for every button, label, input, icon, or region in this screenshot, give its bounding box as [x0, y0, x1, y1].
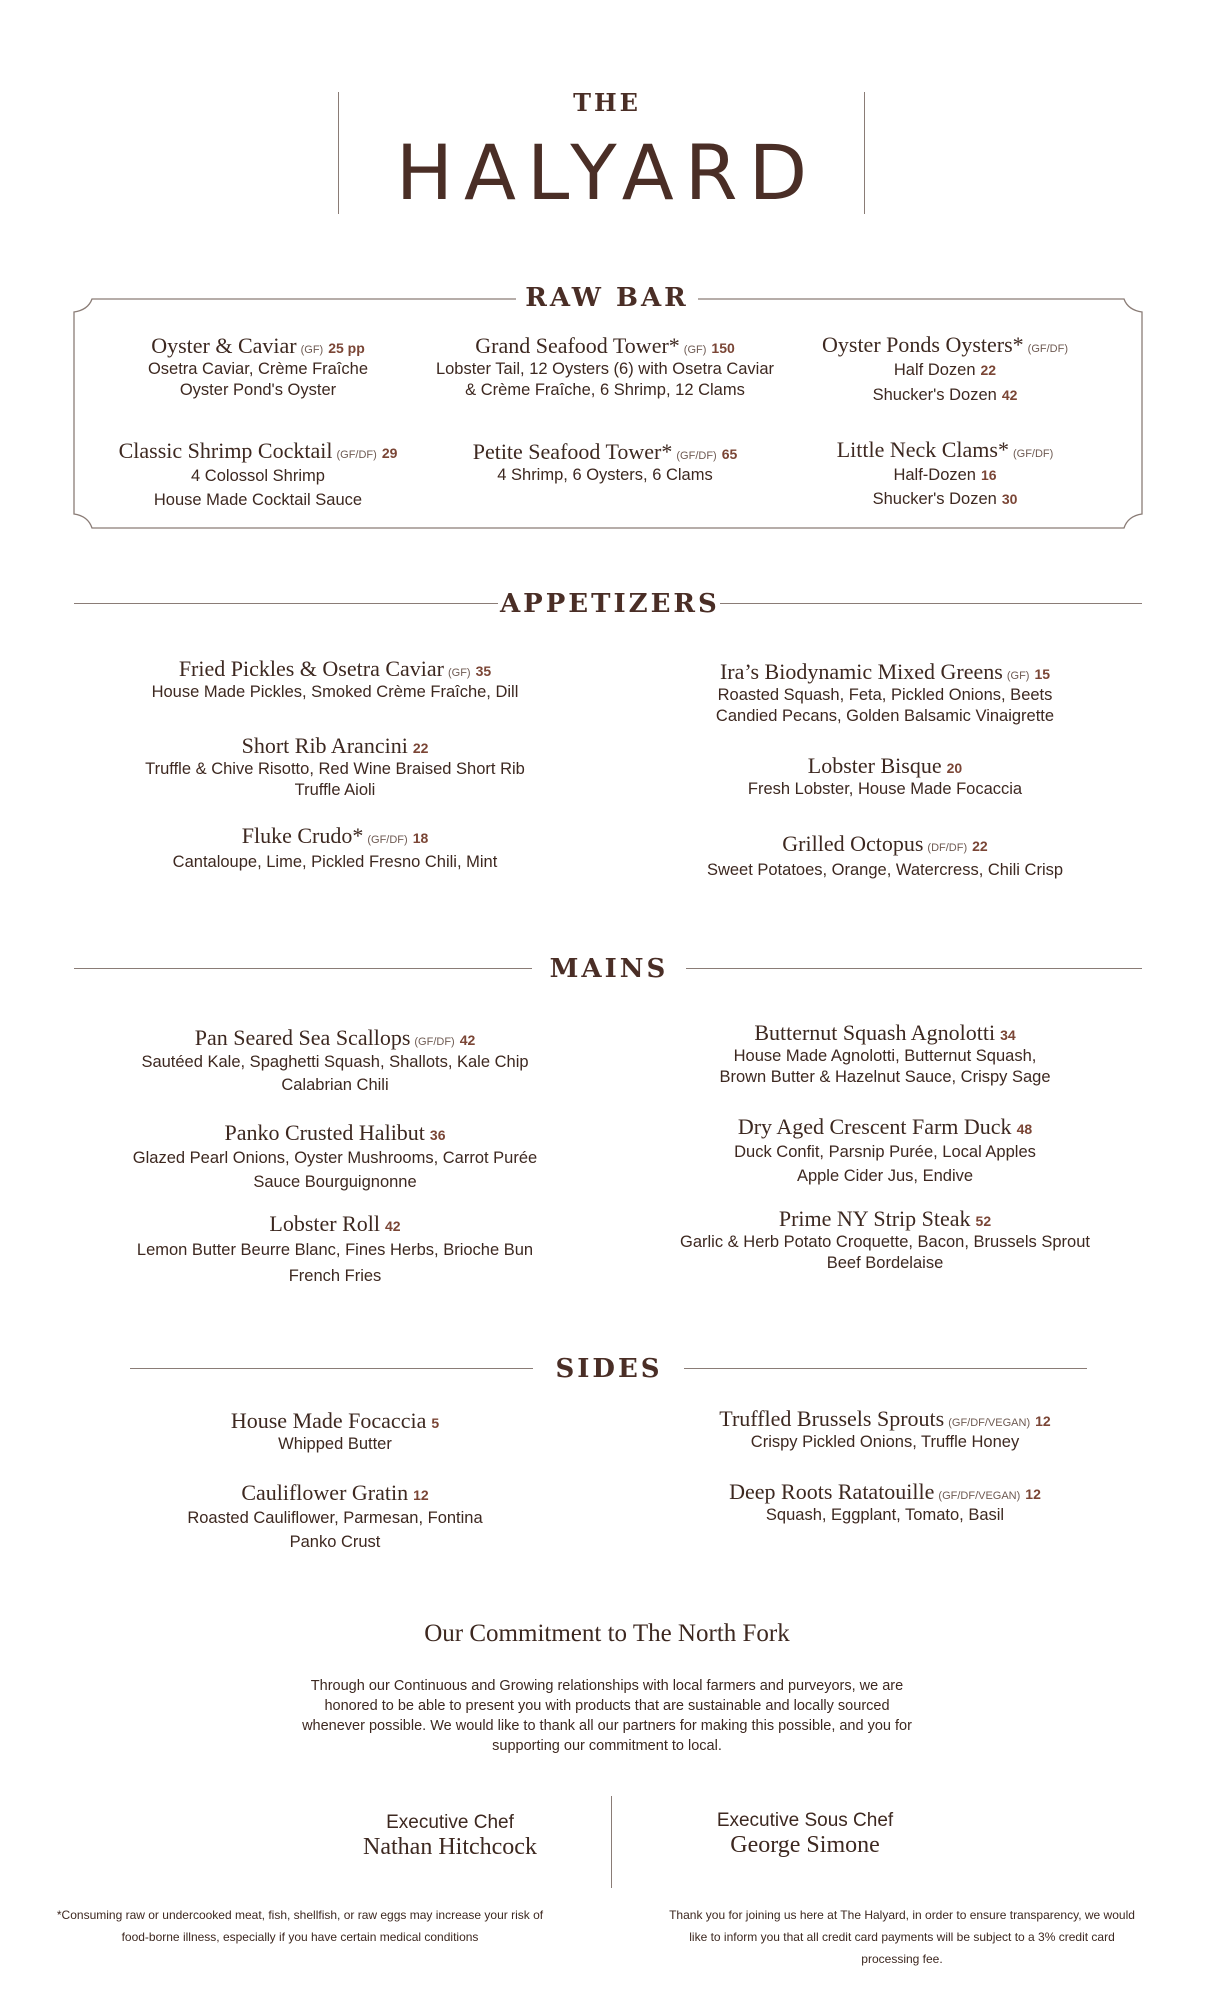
item-desc: House Made Cocktail Sauce: [153, 491, 363, 509]
menu-item-panko-halibut: [90, 1120, 580, 1194]
item-name: Fluke Crudo*: [241, 823, 364, 848]
item-desc: Sweet Potatoes, Orange, Watercress, Chili Crisp: [706, 861, 1064, 879]
credit-card-notice: [622, 1904, 1182, 1970]
item-tag: (GF/DF/VEGAN): [938, 1490, 1021, 1502]
item-desc: Osetra Caviar, Crème Fraîche: [147, 360, 369, 378]
menu-item-ny-strip-steak: [640, 1206, 1130, 1274]
item-desc: Half-Dozen: [893, 466, 976, 484]
item-price: 22: [412, 740, 429, 756]
item-name: Oyster & Caviar: [151, 333, 297, 358]
item-desc: 4 Colossol Shrimp: [191, 467, 325, 485]
item-price: 22: [972, 838, 988, 854]
menu-item-mixed-greens: [640, 659, 1130, 727]
menu-item-petite-seafood-tower: [415, 439, 795, 486]
item-name: Ira’s Biodynamic Mixed Greens: [719, 659, 1003, 684]
appetizers-title: APPETIZERS: [500, 589, 720, 619]
menu-item-focaccia: [90, 1408, 580, 1455]
raw-food-disclaimer: [30, 1904, 570, 1948]
menu-item-little-neck-clams: [800, 437, 1090, 511]
item-desc: Shucker's Dozen: [872, 490, 997, 508]
item-price: 18: [412, 830, 429, 846]
item-desc: Apple Cider Jus, Endive: [796, 1167, 974, 1185]
commitment-line: Through our Continuous and Growing relationships with local farmers and purveyors, we are: [310, 1678, 904, 1694]
notice-line: Thank you for joining us here at The Halyard, in order to ensure transparency, we would: [669, 1908, 1135, 1922]
menu-item-crescent-farm-duck: [640, 1114, 1130, 1188]
item-name: Panko Crusted Halibut: [224, 1120, 425, 1145]
item-desc: Sautéed Kale, Spaghetti Squash, Shallots, Kale Chip: [141, 1053, 529, 1071]
menu-item-oyster-ponds-oysters: [800, 332, 1090, 408]
menu-item-lobster-roll: [90, 1211, 580, 1289]
item-price: 42: [385, 1218, 401, 1234]
executive-chef: [300, 1812, 600, 1861]
raw-bar-title: RAW BAR: [517, 283, 697, 313]
logo-halyard: HALYARD: [395, 128, 819, 217]
item-price: 42: [459, 1032, 476, 1048]
item-desc: Shucker's Dozen: [872, 386, 997, 404]
item-name: Oyster Ponds Oysters*: [822, 332, 1024, 357]
item-name: Fried Pickles & Osetra Caviar: [178, 656, 444, 681]
item-price: 25 pp: [328, 340, 365, 356]
item-desc: Glazed Pearl Onions, Oyster Mushrooms, Carrot Purée: [132, 1149, 538, 1167]
menu-item-sea-scallops: [90, 1025, 580, 1097]
menu-item-squash-agnolotti: [640, 1020, 1130, 1088]
item-price: 22: [980, 362, 997, 378]
item-name: Cauliflower Gratin: [241, 1480, 409, 1505]
chef-name: Nathan Hitchcock: [363, 1834, 537, 1860]
item-desc: Lobster Tail, 12 Oysters (6) with Osetra Caviar: [435, 360, 775, 378]
item-price: 16: [980, 467, 997, 483]
item-desc: Oyster Pond's Oyster: [179, 381, 337, 399]
item-tag: (GF): [683, 344, 707, 356]
item-tag: (GF/DF): [367, 834, 408, 846]
item-price: 48: [1016, 1121, 1033, 1137]
menu-item-classic-shrimp-cocktail: [108, 438, 408, 512]
menu-item-lobster-bisque: [640, 753, 1130, 800]
item-desc: Lemon Butter Beurre Blanc, Fines Herbs, Brioche Bun: [136, 1241, 534, 1259]
item-name: Grilled Octopus: [782, 831, 924, 856]
notice-line: processing fee.: [861, 1952, 943, 1966]
item-name: Prime NY Strip Steak: [778, 1206, 971, 1231]
item-price: 42: [1001, 387, 1018, 403]
item-name: Butternut Squash Agnolotti: [754, 1020, 996, 1045]
notice-line: like to inform you that all credit card payments will be subject to a 3% credit card: [689, 1930, 1115, 1944]
item-tag: (GF/DF): [336, 449, 377, 461]
item-desc: & Crème Fraîche, 6 Shrimp, 12 Clams: [465, 381, 745, 399]
item-tag: (GF/DF): [414, 1036, 455, 1048]
item-name: Little Neck Clams*: [836, 437, 1009, 462]
item-desc: Crispy Pickled Onions, Truffle Honey: [750, 1433, 1020, 1451]
item-desc: Roasted Squash, Feta, Pickled Onions, Beets: [717, 686, 1053, 704]
executive-sous-chef: [655, 1810, 955, 1859]
menu-item-truffled-brussels-sprouts: [640, 1406, 1130, 1453]
chef-divider: [611, 1796, 612, 1888]
item-desc: Truffle & Chive Risotto, Red Wine Braised Short Rib: [145, 760, 525, 778]
commitment-body: [200, 1676, 1014, 1756]
item-price: 150: [711, 340, 735, 356]
item-price: 12: [1035, 1413, 1051, 1429]
menu-item-grilled-octopus: [640, 831, 1130, 883]
item-desc: Truffle Aioli: [294, 781, 376, 799]
item-desc: Fresh Lobster, House Made Focaccia: [747, 780, 1023, 798]
item-tag: (GF): [300, 344, 324, 356]
commitment-line: supporting our commitment to local.: [492, 1738, 722, 1754]
item-name: Pan Seared Sea Scallops: [194, 1025, 411, 1050]
item-desc: Brown Butter & Hazelnut Sauce, Crispy Sage: [719, 1068, 1051, 1086]
mains-rule-left: [74, 968, 532, 969]
item-price: 34: [1000, 1027, 1016, 1043]
item-name: Short Rib Arancini: [241, 733, 408, 758]
item-price: 12: [413, 1487, 429, 1503]
item-tag: (GF/DF/VEGAN): [948, 1417, 1031, 1429]
item-desc: Roasted Cauliflower, Parmesan, Fontina: [187, 1509, 483, 1527]
sides-title: SIDES: [545, 1354, 673, 1384]
item-desc: Half Dozen: [893, 361, 976, 379]
item-tag: (DF/DF): [927, 842, 968, 854]
item-name: Dry Aged Crescent Farm Duck: [737, 1114, 1012, 1139]
commitment-line: whenever possible. We would like to thank all our partners for making this possible, and you for: [302, 1718, 912, 1734]
appetizers-rule-left: [74, 603, 498, 604]
item-price: 5: [431, 1415, 440, 1431]
item-price: 65: [721, 446, 738, 462]
menu-item-short-rib-arancini: [90, 733, 580, 801]
mains-rule-right: [686, 968, 1142, 969]
item-desc: Panko Crust: [289, 1533, 381, 1551]
logo-the: THE: [573, 88, 641, 117]
item-name: Petite Seafood Tower*: [472, 439, 673, 464]
item-name: Lobster Bisque: [807, 753, 942, 778]
mains-title: MAINS: [540, 954, 678, 984]
sides-rule-right: [684, 1368, 1087, 1369]
item-name: Classic Shrimp Cocktail: [118, 438, 333, 463]
item-name: House Made Focaccia: [230, 1408, 427, 1433]
item-desc: Squash, Eggplant, Tomato, Basil: [765, 1506, 1005, 1524]
disclaimer-line: food-borne illness, especially if you have certain medical conditions: [121, 1930, 479, 1944]
item-desc: 4 Shrimp, 6 Oysters, 6 Clams: [497, 466, 713, 484]
item-tag: (GF/DF): [676, 450, 717, 462]
commitment-line: honored to be able to present you with products that are sustainable and locally sourced: [324, 1698, 890, 1714]
item-desc: Cantaloupe, Lime, Pickled Fresno Chili, Mint: [172, 853, 498, 871]
commitment-title: Our Commitment to The North Fork: [424, 1620, 790, 1647]
item-price: 35: [475, 663, 492, 679]
menu-item-ratatouille: [640, 1479, 1130, 1526]
item-desc: Sauce Bourguignonne: [253, 1173, 417, 1191]
item-desc: Calabrian Chili: [281, 1076, 389, 1094]
item-desc: Duck Confit, Parsnip Purée, Local Apples: [734, 1143, 1036, 1161]
item-desc: House Made Pickles, Smoked Crème Fraîche, Dill: [151, 683, 519, 701]
appetizers-rule-right: [720, 603, 1142, 604]
item-price: 15: [1034, 666, 1051, 682]
menu-item-oyster-caviar: [108, 333, 408, 401]
item-name: Grand Seafood Tower*: [475, 333, 680, 358]
item-price: 20: [946, 760, 963, 776]
item-name: Deep Roots Ratatouille: [729, 1479, 935, 1504]
item-tag: (GF): [1006, 670, 1030, 682]
chef-name: George Simone: [730, 1832, 880, 1858]
item-price: 30: [1001, 491, 1018, 507]
item-desc: Beef Bordelaise: [826, 1254, 944, 1272]
item-desc: French Fries: [288, 1267, 382, 1285]
item-price: 29: [381, 445, 398, 461]
chef-role: Executive Chef: [386, 1812, 514, 1833]
item-desc: Candied Pecans, Golden Balsamic Vinaigrette: [715, 707, 1055, 725]
item-desc: Whipped Butter: [278, 1435, 392, 1453]
item-tag: (GF/DF): [1027, 343, 1068, 355]
item-price: 12: [1025, 1486, 1041, 1502]
item-desc: Garlic & Herb Potato Croquette, Bacon, Brussels Sprout: [680, 1233, 1090, 1251]
menu-item-grand-seafood-tower: [415, 333, 795, 401]
item-name: Lobster Roll: [269, 1211, 381, 1236]
sides-rule-left: [130, 1368, 533, 1369]
item-name: Truffled Brussels Sprouts: [719, 1406, 945, 1431]
item-price: 36: [429, 1127, 446, 1143]
chef-role: Executive Sous Chef: [716, 1810, 894, 1831]
item-tag: (GF/DF): [1012, 448, 1054, 460]
menu-item-fried-pickles: [90, 656, 580, 703]
menu-item-fluke-crudo: [90, 823, 580, 875]
item-price: 52: [975, 1213, 992, 1229]
item-tag: (GF): [447, 667, 471, 679]
item-desc: House Made Agnolotti, Butternut Squash,: [733, 1047, 1037, 1065]
disclaimer-line: *Consuming raw or undercooked meat, fish, shellfish, or raw eggs may increase your risk of: [56, 1908, 544, 1922]
menu-item-cauliflower-gratin: [90, 1480, 580, 1554]
